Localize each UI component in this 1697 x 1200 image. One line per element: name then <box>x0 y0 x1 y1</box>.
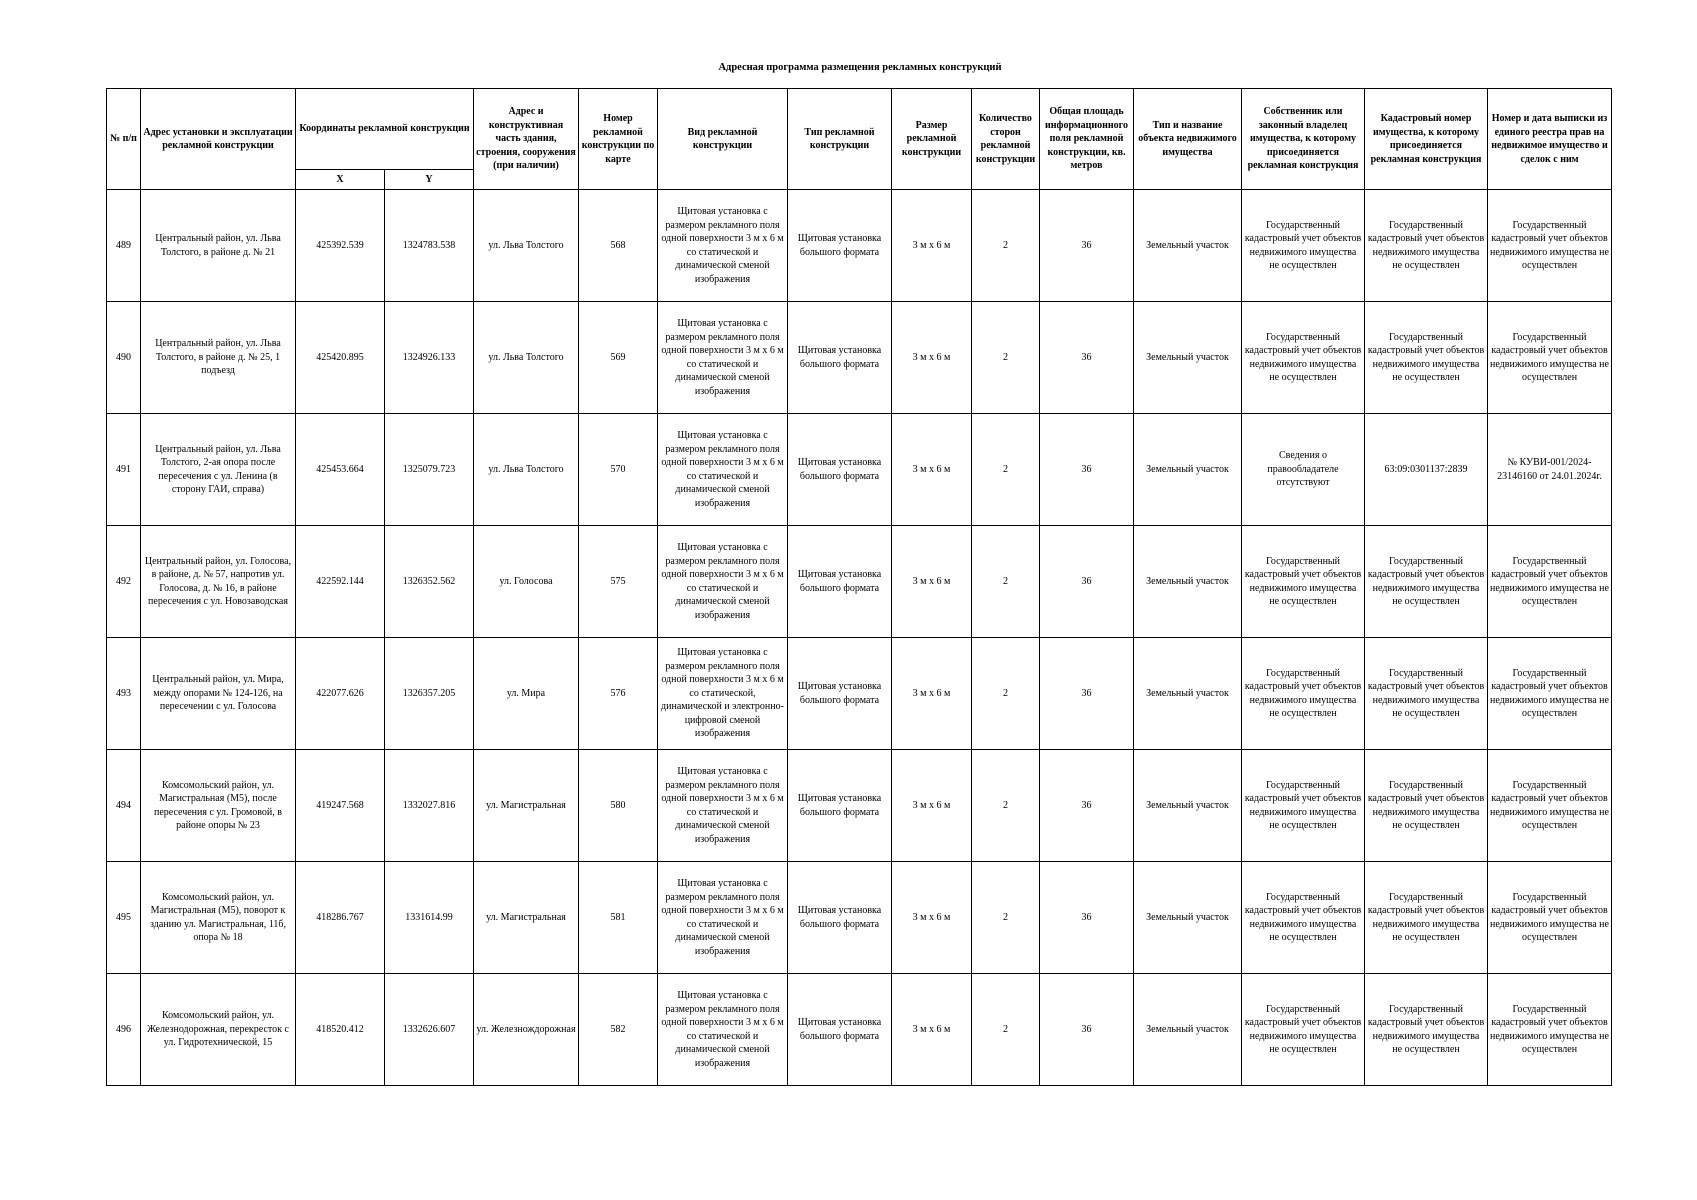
cell-cadastral: Государственный кадастровый учет объектов недвижимого имущества не осуществлен <box>1365 302 1488 414</box>
cell-sides: 2 <box>972 190 1040 302</box>
cell-cadastral: Государственный кадастровый учет объектов недвижимого имущества не осуществлен <box>1365 974 1488 1086</box>
cell-x: 419247.568 <box>296 750 385 862</box>
cell-kind: Щитовая установка с размером рекламного поля одной поверхности 3 м x 6 м со статической и динамической сменой изображения <box>658 862 788 974</box>
header-extract: Номер и дата выписки из единого реестра прав на недвижимое имущество и сделок с ним <box>1488 89 1612 190</box>
table-row <box>107 974 1612 1086</box>
cell-size: 3 м х 6 м <box>892 302 972 414</box>
cell-num: 490 <box>107 302 141 414</box>
header-type: Тип рекламной конструкции <box>788 89 892 190</box>
cell-extract: Государственный кадастровый учет объектов недвижимого имущества не осуществлен <box>1488 526 1612 638</box>
header-x: X <box>296 170 385 190</box>
cell-x: 422592.144 <box>296 526 385 638</box>
cell-address: Центральный район, ул. Голосова, в районе, д. № 57, напротив ул. Голосова, д. № 16, в районе пересечения с ул. Новозаводская <box>141 526 296 638</box>
cell-size: 3 м х 6 м <box>892 750 972 862</box>
cell-address: Центральный район, ул. Льва Толстого, 2-ая опора после пересечения с ул. Ленина (в сторону ГАИ, справа) <box>141 414 296 526</box>
cell-address: Центральный район, ул. Льва Толстого, в районе д. № 25, 1 подъезд <box>141 302 296 414</box>
cell-cadastral: Государственный кадастровый учет объектов недвижимого имущества не осуществлен <box>1365 750 1488 862</box>
cell-sides: 2 <box>972 526 1040 638</box>
table-row <box>107 750 1612 862</box>
cell-map-number: 569 <box>579 302 658 414</box>
cell-y: 1331614.99 <box>385 862 474 974</box>
cell-property-type: Земельный участок <box>1134 974 1242 1086</box>
cell-y: 1332027.816 <box>385 750 474 862</box>
cell-building-part: ул. Голосова <box>474 526 579 638</box>
table-row <box>107 414 1612 526</box>
cell-owner: Государственный кадастровый учет объектов недвижимого имущества не осуществлен <box>1242 750 1365 862</box>
cell-extract: Государственный кадастровый учет объектов недвижимого имущества не осуществлен <box>1488 190 1612 302</box>
cell-address: Центральный район, ул. Мира, между опорами № 124-126, на пересечении с ул. Голосова <box>141 638 296 750</box>
cell-building-part: ул. Льва Толстого <box>474 414 579 526</box>
cell-building-part: ул. Льва Толстого <box>474 190 579 302</box>
table-row <box>107 862 1612 974</box>
cell-num: 489 <box>107 190 141 302</box>
cell-kind: Щитовая установка с размером рекламного поля одной поверхности 3 м x 6 м со статической и динамической сменой изображения <box>658 190 788 302</box>
cell-kind: Щитовая установка с размером рекламного поля одной поверхности 3 м x 6 м со статической и динамической сменой изображения <box>658 526 788 638</box>
document-title: Адресная программа размещения рекламных конструкций <box>718 62 1002 73</box>
cell-owner: Государственный кадастровый учет объектов недвижимого имущества не осуществлен <box>1242 190 1365 302</box>
header-property-type: Тип и название объекта недвижимого имущества <box>1134 89 1242 190</box>
cell-num: 493 <box>107 638 141 750</box>
cell-building-part: ул. Мира <box>474 638 579 750</box>
cell-x: 422077.626 <box>296 638 385 750</box>
cell-extract: Государственный кадастровый учет объектов недвижимого имущества не осуществлен <box>1488 750 1612 862</box>
cell-size: 3 м х 6 м <box>892 638 972 750</box>
cell-property-type: Земельный участок <box>1134 862 1242 974</box>
cell-owner: Государственный кадастровый учет объектов недвижимого имущества не осуществлен <box>1242 974 1365 1086</box>
cell-owner: Государственный кадастровый учет объектов недвижимого имущества не осуществлен <box>1242 638 1365 750</box>
cell-area: 36 <box>1040 750 1134 862</box>
cell-map-number: 568 <box>579 190 658 302</box>
header-num: № п/п <box>107 89 141 190</box>
cell-sides: 2 <box>972 414 1040 526</box>
cell-map-number: 582 <box>579 974 658 1086</box>
cell-property-type: Земельный участок <box>1134 414 1242 526</box>
cell-kind: Щитовая установка с размером рекламного поля одной поверхности 3 м x 6 м со статической и динамической сменой изображения <box>658 302 788 414</box>
cell-property-type: Земельный участок <box>1134 190 1242 302</box>
table-row <box>107 638 1612 750</box>
cell-map-number: 575 <box>579 526 658 638</box>
cell-type: Щитовая установка большого формата <box>788 638 892 750</box>
cell-kind: Щитовая установка с размером рекламного поля одной поверхности 3 м x 6 м со статической и динамической сменой изображения <box>658 750 788 862</box>
header-kind: Вид рекламной конструкции <box>658 89 788 190</box>
cell-owner: Государственный кадастровый учет объектов недвижимого имущества не осуществлен <box>1242 302 1365 414</box>
cell-property-type: Земельный участок <box>1134 526 1242 638</box>
advertising-program-table <box>106 88 1612 1086</box>
cell-type: Щитовая установка большого формата <box>788 302 892 414</box>
table-row <box>107 526 1612 638</box>
cell-building-part: ул. Железнождорожная <box>474 974 579 1086</box>
cell-area: 36 <box>1040 974 1134 1086</box>
header-area: Общая площадь информационного поля рекламной конструкции, кв. метров <box>1040 89 1134 190</box>
cell-kind: Щитовая установка с размером рекламного поля одной поверхности 3 м x 6 м со статической и динамической сменой изображения <box>658 414 788 526</box>
cell-extract: Государственный кадастровый учет объектов недвижимого имущества не осуществлен <box>1488 862 1612 974</box>
cell-sides: 2 <box>972 638 1040 750</box>
header-owner: Собственник или законный владелец имущества, к которому присоединяется рекламная конструкция <box>1242 89 1365 190</box>
cell-area: 36 <box>1040 638 1134 750</box>
cell-y: 1324926.133 <box>385 302 474 414</box>
cell-address: Комсомольский район, ул. Магистральная (М5), поворот к зданию ул. Магистральная, 11б, опора № 18 <box>141 862 296 974</box>
cell-building-part: ул. Магистральная <box>474 750 579 862</box>
cell-size: 3 м х 6 м <box>892 974 972 1086</box>
cell-area: 36 <box>1040 862 1134 974</box>
cell-y: 1332626.607 <box>385 974 474 1086</box>
cell-y: 1324783.538 <box>385 190 474 302</box>
cell-size: 3 м х 6 м <box>892 414 972 526</box>
cell-map-number: 576 <box>579 638 658 750</box>
cell-owner: Государственный кадастровый учет объектов недвижимого имущества не осуществлен <box>1242 862 1365 974</box>
cell-x: 425453.664 <box>296 414 385 526</box>
cell-cadastral: Государственный кадастровый учет объектов недвижимого имущества не осуществлен <box>1365 190 1488 302</box>
cell-y: 1325079.723 <box>385 414 474 526</box>
table-header <box>107 89 1612 190</box>
table-body <box>107 190 1612 1086</box>
header-coords: Координаты рекламной конструкции <box>296 89 474 170</box>
cell-map-number: 570 <box>579 414 658 526</box>
header-size: Размер рекламной конструкции <box>892 89 972 190</box>
cell-x: 418520.412 <box>296 974 385 1086</box>
cell-sides: 2 <box>972 302 1040 414</box>
cell-extract: Государственный кадастровый учет объектов недвижимого имущества не осуществлен <box>1488 302 1612 414</box>
cell-type: Щитовая установка большого формата <box>788 190 892 302</box>
cell-type: Щитовая установка большого формата <box>788 750 892 862</box>
cell-num: 496 <box>107 974 141 1086</box>
cell-address: Комсомольский район, ул. Железнодорожная, перекресток с ул. Гидротехнической, 15 <box>141 974 296 1086</box>
cell-type: Щитовая установка большого формата <box>788 526 892 638</box>
cell-y: 1326357.205 <box>385 638 474 750</box>
cell-area: 36 <box>1040 414 1134 526</box>
cell-property-type: Земельный участок <box>1134 750 1242 862</box>
cell-address: Центральный район, ул. Льва Толстого, в районе д. № 21 <box>141 190 296 302</box>
cell-extract: Государственный кадастровый учет объектов недвижимого имущества не осуществлен <box>1488 638 1612 750</box>
cell-x: 425392.539 <box>296 190 385 302</box>
cell-property-type: Земельный участок <box>1134 302 1242 414</box>
cell-cadastral: Государственный кадастровый учет объектов недвижимого имущества не осуществлен <box>1365 526 1488 638</box>
cell-map-number: 580 <box>579 750 658 862</box>
cell-property-type: Земельный участок <box>1134 638 1242 750</box>
cell-num: 491 <box>107 414 141 526</box>
cell-num: 494 <box>107 750 141 862</box>
cell-kind: Щитовая установка с размером рекламного поля одной поверхности 3 м x 6 м со статической и динамической сменой изображения <box>658 974 788 1086</box>
table-row <box>107 190 1612 302</box>
header-y: Y <box>385 170 474 190</box>
header-sides: Количество сторон рекламной конструкции <box>972 89 1040 190</box>
header-map-number: Номер рекламной конструкции по карте <box>579 89 658 190</box>
cell-size: 3 м х 6 м <box>892 862 972 974</box>
header-building-part: Адрес и конструктивная часть здания, строения, сооружения (при наличии) <box>474 89 579 190</box>
cell-num: 495 <box>107 862 141 974</box>
cell-type: Щитовая установка большого формата <box>788 974 892 1086</box>
header-cadastral: Кадастровый номер имущества, к которому присоединяется рекламная конструкция <box>1365 89 1488 190</box>
cell-x: 425420.895 <box>296 302 385 414</box>
cell-x: 418286.767 <box>296 862 385 974</box>
header-address: Адрес установки и эксплуатации рекламной конструкции <box>141 89 296 190</box>
cell-cadastral: Государственный кадастровый учет объектов недвижимого имущества не осуществлен <box>1365 638 1488 750</box>
cell-area: 36 <box>1040 526 1134 638</box>
cell-size: 3 м х 6 м <box>892 526 972 638</box>
table-row <box>107 302 1612 414</box>
cell-extract: Государственный кадастровый учет объектов недвижимого имущества не осуществлен <box>1488 974 1612 1086</box>
cell-size: 3 м х 6 м <box>892 190 972 302</box>
cell-extract: № КУВИ-001/2024-23146160 от 24.01.2024г. <box>1488 414 1612 526</box>
cell-building-part: ул. Льва Толстого <box>474 302 579 414</box>
cell-num: 492 <box>107 526 141 638</box>
cell-cadastral: 63:09:0301137:2839 <box>1365 414 1488 526</box>
cell-area: 36 <box>1040 302 1134 414</box>
cell-owner: Государственный кадастровый учет объектов недвижимого имущества не осуществлен <box>1242 526 1365 638</box>
cell-map-number: 581 <box>579 862 658 974</box>
cell-area: 36 <box>1040 190 1134 302</box>
cell-sides: 2 <box>972 974 1040 1086</box>
cell-address: Комсомольский район, ул. Магистральная (М5), после пересечения с ул. Громовой, в районе опоры № 23 <box>141 750 296 862</box>
cell-building-part: ул. Магистральная <box>474 862 579 974</box>
cell-type: Щитовая установка большого формата <box>788 414 892 526</box>
cell-owner: Сведения о правообладателе отсутствуют <box>1242 414 1365 526</box>
cell-sides: 2 <box>972 862 1040 974</box>
cell-sides: 2 <box>972 750 1040 862</box>
cell-cadastral: Государственный кадастровый учет объектов недвижимого имущества не осуществлен <box>1365 862 1488 974</box>
cell-type: Щитовая установка большого формата <box>788 862 892 974</box>
cell-y: 1326352.562 <box>385 526 474 638</box>
cell-kind: Щитовая установка с размером рекламного поля одной поверхности 3 м x 6 м со статической, динамической и электронно-цифровой сменой изображения <box>658 638 788 750</box>
